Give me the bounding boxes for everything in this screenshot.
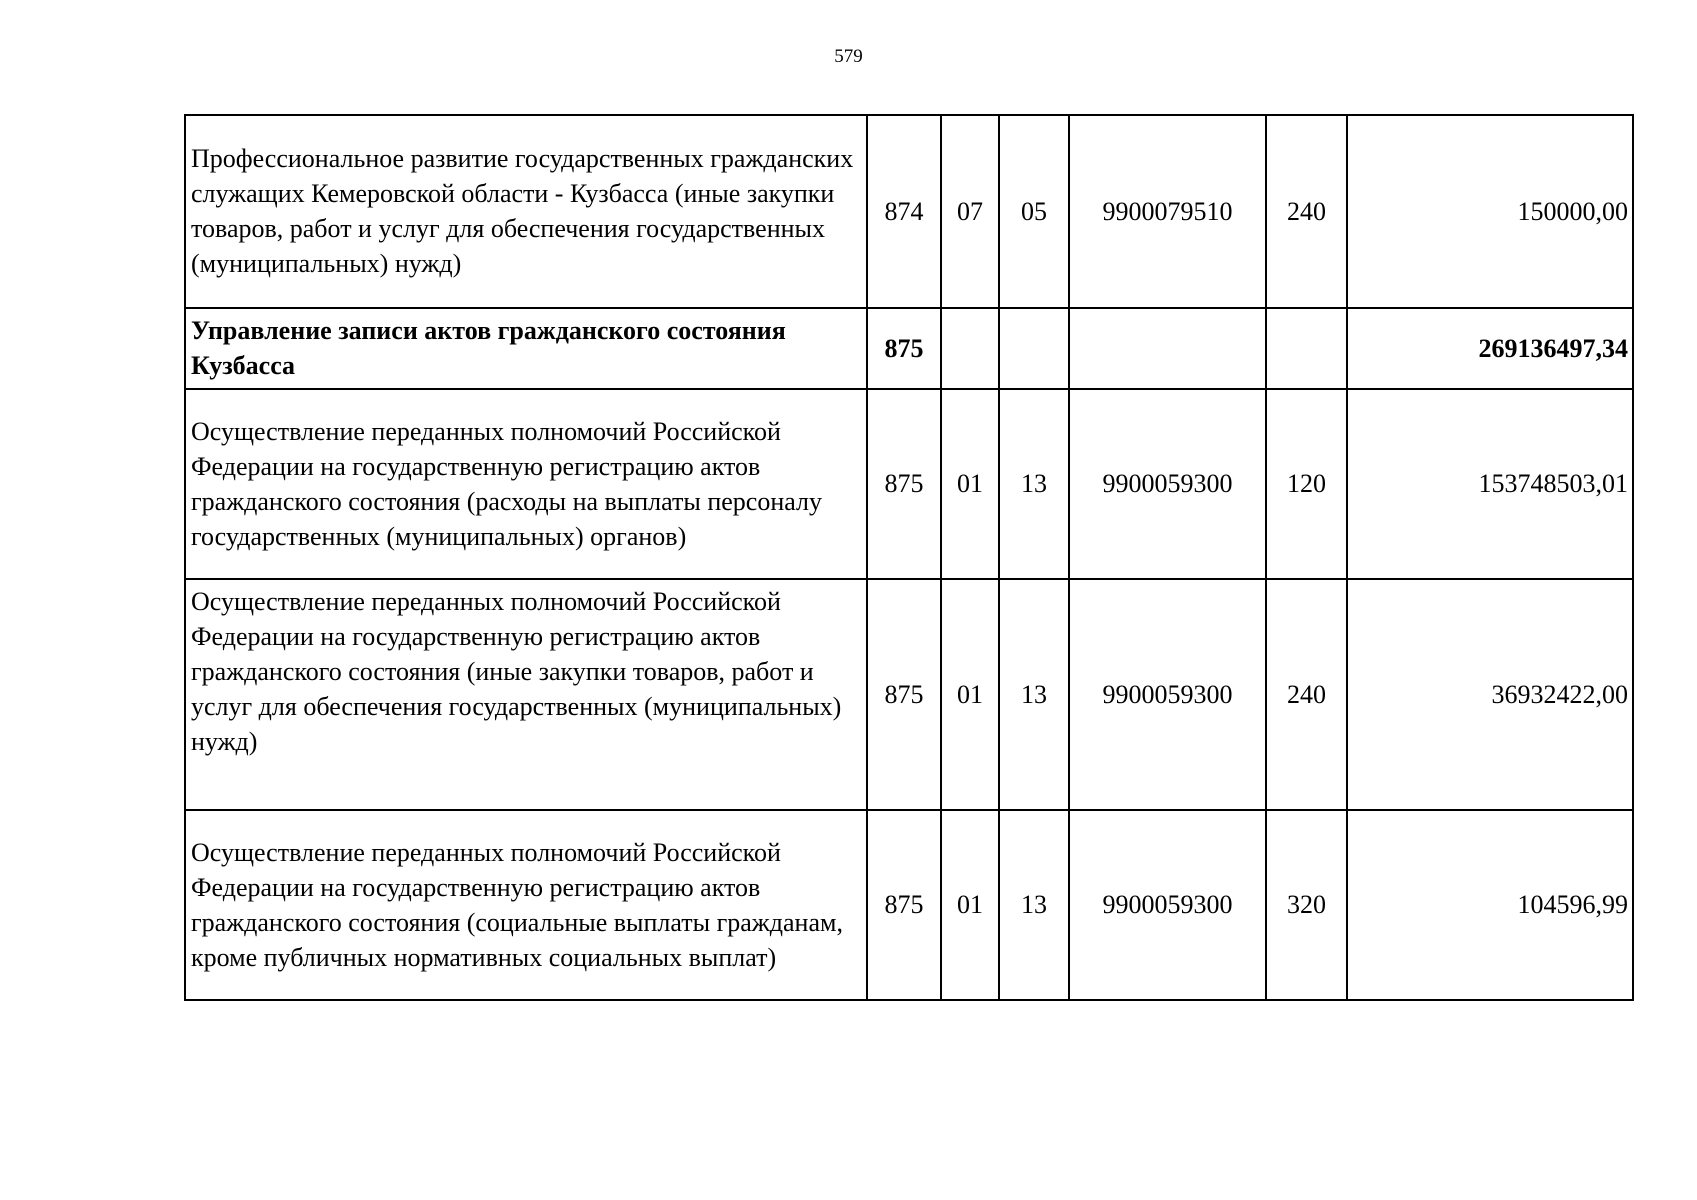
amount-cell: 153748503,01	[1347, 389, 1633, 579]
table-row	[185, 810, 1633, 1000]
table-row	[185, 115, 1633, 308]
budget-table	[184, 114, 1634, 1001]
amount-cell: 150000,00	[1347, 115, 1633, 308]
subsection-code-cell: 05	[999, 115, 1069, 308]
ministry-code-cell: 874	[867, 115, 941, 308]
expense-name-cell: Осуществление переданных полномочий Российской Федерации на государственную регистрацию актов гражданского состояния (социальные выплаты гражданам, кроме публичных нормативных социальных выплат)	[185, 810, 867, 1000]
section-code-cell: 01	[941, 579, 999, 810]
ministry-code-cell: 875	[867, 579, 941, 810]
subsection-code-cell	[999, 308, 1069, 389]
amount-cell: 269136497,34	[1347, 308, 1633, 389]
section-code-cell	[941, 308, 999, 389]
section-code-cell: 01	[941, 389, 999, 579]
subsection-code-cell: 13	[999, 810, 1069, 1000]
target-article-cell: 9900079510	[1069, 115, 1266, 308]
target-article-cell: 9900059300	[1069, 810, 1266, 1000]
expense-type-cell: 240	[1266, 115, 1347, 308]
expense-type-cell: 120	[1266, 389, 1347, 579]
expense-type-cell	[1266, 308, 1347, 389]
ministry-code-cell: 875	[867, 389, 941, 579]
expense-name-cell: Управление записи актов гражданского состояния Кузбасса	[185, 308, 867, 389]
amount-cell: 104596,99	[1347, 810, 1633, 1000]
expense-name-cell: Осуществление переданных полномочий Российской Федерации на государственную регистрацию актов гражданского состояния (расходы на выплаты персоналу государственных (муниципальных) органов)	[185, 389, 867, 579]
section-code-cell: 07	[941, 115, 999, 308]
subsection-code-cell: 13	[999, 389, 1069, 579]
expense-type-cell: 240	[1266, 579, 1347, 810]
section-code-cell: 01	[941, 810, 999, 1000]
target-article-cell: 9900059300	[1069, 389, 1266, 579]
table-row	[185, 579, 1633, 810]
amount-cell: 36932422,00	[1347, 579, 1633, 810]
page-number: 579	[834, 46, 863, 67]
expense-name-cell: Профессиональное развитие государственных гражданских служащих Кемеровской области - Кузбасса (иные закупки товаров, работ и услуг для обеспечения государственных (муниципальных) нужд)	[185, 115, 867, 308]
target-article-cell	[1069, 308, 1266, 389]
target-article-cell: 9900059300	[1069, 579, 1266, 810]
expense-type-cell: 320	[1266, 810, 1347, 1000]
ministry-code-cell: 875	[867, 810, 941, 1000]
expense-name-cell: Осуществление переданных полномочий Российской Федерации на государственную регистрацию актов гражданского состояния (иные закупки товаров, работ и услуг для обеспечения государственных (муниципальных) нужд)	[185, 579, 867, 810]
table-row	[185, 389, 1633, 579]
table-row	[185, 308, 1633, 389]
ministry-code-cell: 875	[867, 308, 941, 389]
subsection-code-cell: 13	[999, 579, 1069, 810]
